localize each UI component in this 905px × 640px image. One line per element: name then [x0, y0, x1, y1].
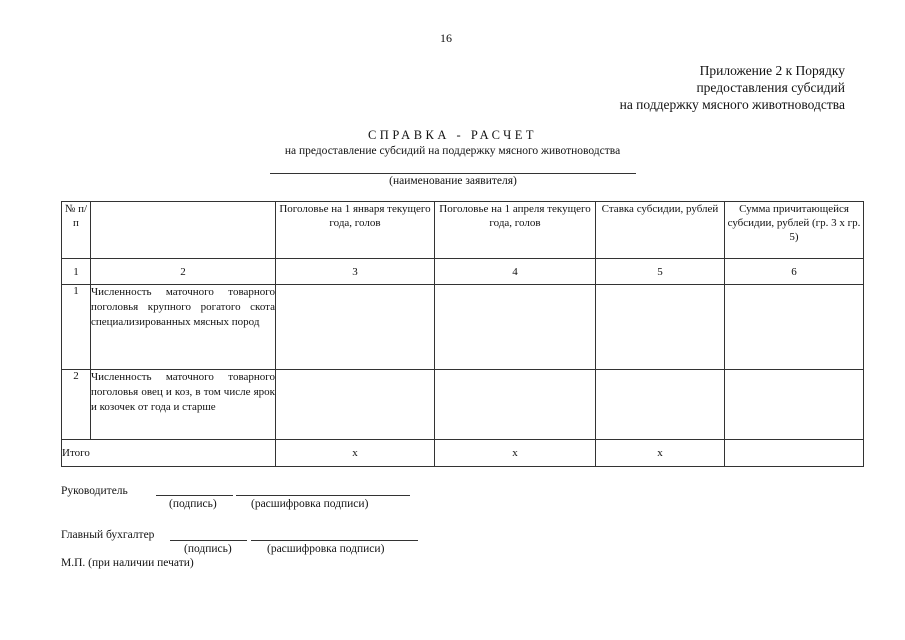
cell-jan-livestock[interactable] [276, 285, 435, 370]
accountant-signature-caption: (подпись) [184, 543, 232, 555]
total-subsidy-sum[interactable] [725, 440, 864, 467]
row-number: 1 [62, 285, 91, 370]
head-signature-line[interactable] [156, 495, 233, 496]
table-header-row [62, 202, 864, 259]
appendix-note [620, 62, 845, 113]
header-jan-livestock: Поголовье на 1 января текущего года, голов [276, 202, 435, 259]
applicant-name-line[interactable] [270, 173, 636, 174]
head-decoding-caption: (расшифровка подписи) [251, 498, 369, 510]
cell-subsidy-rate[interactable] [596, 370, 725, 440]
accountant-decoding-caption: (расшифровка подписи) [267, 543, 385, 555]
column-number: 6 [725, 259, 864, 285]
header-subsidy-sum: Сумма причитающейся субсидии, рублей (гр. 3 х гр. 5) [725, 202, 864, 259]
appendix-line-2: предоставления субсидий [696, 80, 845, 95]
page-number: 16 [440, 31, 452, 45]
accountant-decoding-line[interactable] [251, 540, 418, 541]
cell-subsidy-rate[interactable] [596, 285, 725, 370]
total-row [62, 440, 864, 467]
header-subsidy-rate: Ставка субсидии, рублей [596, 202, 725, 259]
cell-apr-livestock[interactable] [435, 285, 596, 370]
appendix-line-1: Приложение 2 к Порядку [699, 63, 845, 78]
total-label: Итого [62, 440, 276, 467]
column-number: 3 [276, 259, 435, 285]
cell-apr-livestock[interactable] [435, 370, 596, 440]
header-apr-livestock: Поголовье на 1 апреля текущего года, голов [435, 202, 596, 259]
column-number: 2 [91, 259, 276, 285]
row-description: Численность маточного товарного поголовья овец и коз, в том числе ярок и козочек от года и старше [91, 370, 276, 440]
total-apr-livestock: х [435, 440, 596, 467]
table-row [62, 370, 864, 440]
table-row [62, 285, 864, 370]
total-jan-livestock: х [276, 440, 435, 467]
row-number: 2 [62, 370, 91, 440]
chief-accountant-label: Главный бухгалтер [61, 529, 155, 541]
document-subtitle: на предоставление субсидий на поддержку мясного животноводства [284, 145, 621, 157]
column-number: 4 [435, 259, 596, 285]
header-indicator [91, 202, 276, 259]
total-subsidy-rate: х [596, 440, 725, 467]
accountant-signature-line[interactable] [170, 540, 247, 541]
document-title: СПРАВКА - РАСЧЕТ [367, 128, 538, 142]
column-number: 1 [62, 259, 91, 285]
head-signature-caption: (подпись) [169, 498, 217, 510]
cell-subsidy-sum[interactable] [725, 370, 864, 440]
cell-jan-livestock[interactable] [276, 370, 435, 440]
head-label: Руководитель [61, 485, 128, 497]
header-number: № п/п [62, 202, 91, 259]
stamp-note: М.П. (при наличии печати) [61, 557, 194, 569]
appendix-line-3: на поддержку мясного животноводства [619, 97, 845, 112]
cell-subsidy-sum[interactable] [725, 285, 864, 370]
calculation-table [61, 201, 864, 467]
column-numbers-row [62, 259, 864, 285]
column-number: 5 [596, 259, 725, 285]
applicant-caption: (наименование заявителя) [389, 175, 517, 187]
row-description: Численность маточного товарного поголовья крупного рогатого скота специализированных мясных пород [91, 285, 276, 370]
head-decoding-line[interactable] [236, 495, 410, 496]
